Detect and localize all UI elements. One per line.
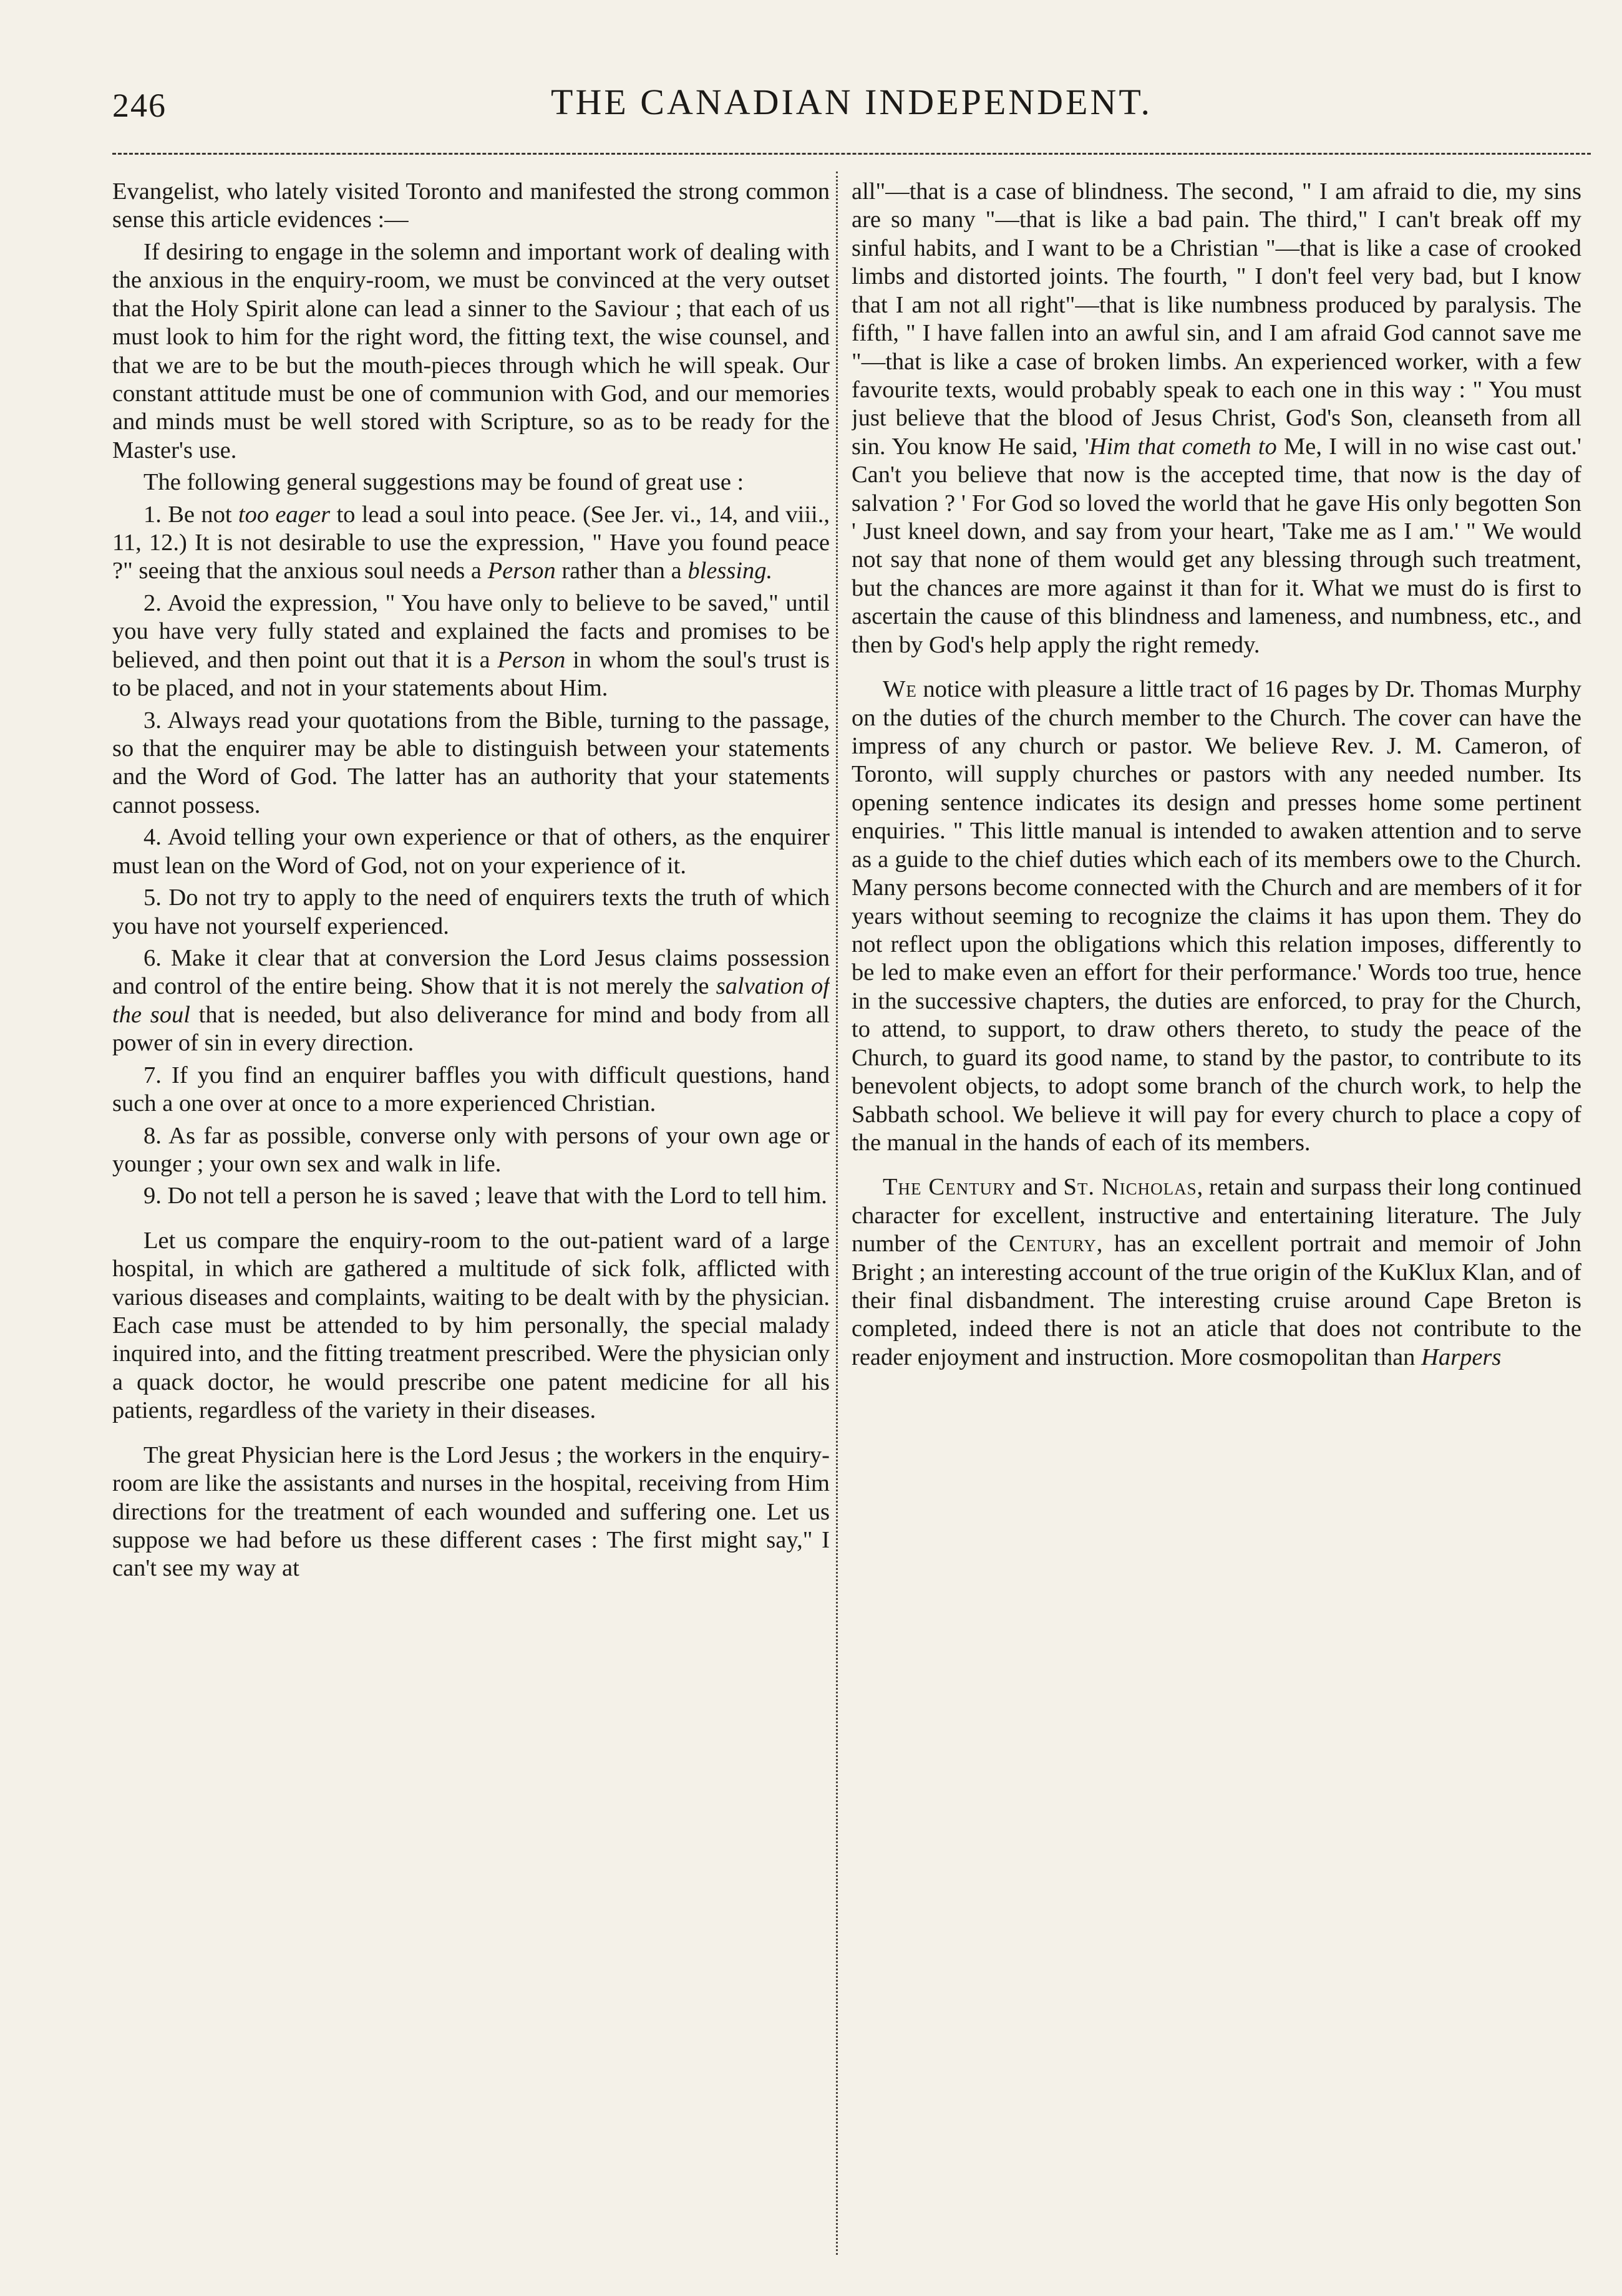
article-magazines — [852, 1173, 1581, 1372]
magazine-name: Century — [1009, 1231, 1097, 1257]
running-title: THE CANADIAN INDEPENDENT. — [551, 82, 1152, 122]
emphasis: Harpers — [1421, 1344, 1502, 1370]
lead-word: The Century — [883, 1174, 1017, 1201]
column-divider — [836, 172, 838, 2255]
text-run: 6. Make it clear that at conversion the Lord Jesus claims possession and control of the entire being. Show that it is not merely the — [112, 944, 830, 1000]
text-run: , has an excellent portrait and memoir of John Bright ; an interesting account of the true origin of the KuKlux Klan, and of their final disbandment. The interesting cruise around Cape Breton is completed, indeed there is not an aticle that does not contribute to the reader enjoyment and instruction. More cosmopolitan than — [852, 1231, 1581, 1370]
text-run: rather than a — [555, 558, 688, 584]
lead-word: We — [883, 676, 917, 703]
suggestion-item: 5. Do not try to apply to the need of enquirers texts the truth of which you have not yourself experienced. — [112, 884, 830, 939]
header-rule — [112, 153, 1591, 155]
text-run: 2. Avoid the expression, " You have only to believe to be saved," until you have very fully stated and explained the facts and promises to be believed, and then point out that it is a — [112, 589, 830, 673]
suggestion-item: 3. Always read your quotations from the Bible, turning to the passage, so that the enquirer may be able to distinguish between your statements and the Word of God. The latter has an authority that your statements cannot possess. — [112, 707, 830, 818]
text-run: in whom the soul's trust is to be placed, and not in your statements about Him. — [112, 646, 830, 702]
paragraph — [852, 178, 1581, 659]
suggestion-item: 7. If you find an enquirer baffles you with difficult questions, hand such a one over at once to a more experienced Christian. — [112, 1062, 830, 1117]
suggestion-item — [112, 501, 830, 586]
emphasis: blessing. — [687, 558, 773, 584]
text-run: and — [1016, 1174, 1064, 1201]
paragraph: If desiring to engage in the solemn and important work of dealing with the anxious in the enquiry-room, we must be convinced at the very outset that the Holy Spirit alone can lead a sinner to the Saviour ; that each of us must look to him for the right word, the fitting text, the wise counsel, and that we are to be but the mouth-pieces through which he will speak. Our constant attitude must be one of communion with God, and our memories and minds must be well stored with Scripture, so as to be ready for the Master's use. — [112, 238, 830, 463]
intro-paragraph: Evangelist, who lately visited Toronto and manifested the strong common sense this article evidences :— — [112, 178, 830, 233]
suggestion-item: 8. As far as possible, converse only with persons of your own age or younger ; your own sex and walk in life. — [112, 1122, 830, 1177]
suggestion-item — [112, 944, 830, 1058]
text-run: Me, I will in no wise cast out.' Can't you believe that now is the accepted time, that now is the day of salvation ? ' For God so loved the world that he gave His only begotten Son ' Just kneel down, and say from your heart, 'Take me as I am.' " We would not say that none of them would get any blessing through such treatment, but the chances are more against it than for it. What we must do is first to ascertain the cause of this blindness and lameness, and numbness, etc., and then by God's help apply the right remedy. — [852, 433, 1581, 658]
page-header — [112, 81, 1591, 131]
left-column — [112, 178, 830, 2255]
emphasis: Person — [497, 646, 566, 673]
right-column — [852, 178, 1581, 2255]
paragraph: The great Physician here is the Lord Jesus ; the workers in the enquiry-room are like the assistants and nurses in the hospital, receiving from Him directions for the treatment of each wounded and suffering one. Let us suppose we had before us these different cases : The first might say," I can't see my way at — [112, 1441, 830, 1582]
text-run: that is needed, but also deliverance for mind and body from all power of sin in every direction. — [112, 1001, 830, 1057]
lead-word: St. Nicholas — [1063, 1174, 1197, 1201]
paragraph: Let us compare the enquiry-room to the out-patient ward of a large hospital, in which are gathered a multitude of sick folk, afflicted with various diseases and complaints, waiting to be dealt with by the physician. Each case must be attended to by him personally, the special malady inquired into, and the fitting treatment prescribed. Were the physician only a quack doctor, he would prescribe one patent medicine for all his patients, regardless of the variety in their diseases. — [112, 1227, 830, 1424]
emphasis: Him that cometh to — [1089, 433, 1277, 460]
paragraph: The following general suggestions may be found of great use : — [143, 469, 744, 496]
emphasis: Person — [487, 558, 556, 584]
text-run: 1. Be not — [143, 501, 238, 528]
article-tract — [852, 676, 1581, 1157]
suggestion-item — [112, 589, 830, 703]
emphasis: salvation of the soul — [112, 973, 830, 1028]
suggestion-item: 9. Do not tell a person he is saved ; leave that with the Lord to tell him. — [143, 1183, 827, 1209]
text-run: to lead a soul into peace. (See Jer. vi., 14, and viii., 11, 12.) It is not desirable to use the expression, " Have you found peace ?" seeing that the anxious soul needs a — [112, 501, 830, 584]
text-run: , retain and surpass their long continued character for excellent, instructive and entertaining literature. The July number of the — [852, 1174, 1581, 1257]
page-number: 246 — [112, 87, 167, 124]
suggestion-item: 4. Avoid telling your own experience or that of others, as the enquirer must lean on the Word of God, not on your experience of it. — [112, 824, 830, 879]
emphasis: too eager — [238, 501, 331, 528]
text-run: all"—that is a case of blindness. The second, " I am afraid to die, my sins are so many "—that is like a bad pain. The third," I can't break off my sinful habits, and I want to be a Christian "—that is like a case of crooked limbs and distorted joints. The fourth, " I don't feel very bad, but I know that I am not all right"—that is like numbness produced by paralysis. The fifth, " I have fallen into an awful sin, and I am afraid God cannot save me "—that is like a case of broken limbs. An experienced worker, with a few favourite texts, would probably speak to each one in this way : " You must just believe that the blood of Jesus Christ, God's Son, cleanseth from all sin. You know He said, ' — [852, 178, 1581, 460]
text-run: notice with pleasure a little tract of 16 pages by Dr. Thomas Murphy on the duties of the church member to the Church. The cover can have the impress of any church or pastor. We believe Rev. J. M. Cameron, of Toronto, will supply churches or pastors with any needed number. Its opening sentence indicates its design and presses home some pertinent enquiries. " This little manual is intended to awaken attention and to serve as a guide to the chief duties which each of its members owe to the Church. Many persons become connected with the Church and are members of it for years without seeming to recognize the claims it has upon them. They do not reflect upon the obligations which this relation imposes, differently to be led to make even an effort for their performance.' Words too true, hence in the successive chapters, the duties are enforced, to pray for the Church, to attend, to support, to draw others thereto, to study the peace of the Church, to guard its good name, to stand by the pastor, to contribute to its benevolent objects, to adopt some branch of the church work, to help the Sabbath school. We believe it will pay for every church to place a copy of the manual in the hands of each of its members. — [852, 676, 1581, 1156]
